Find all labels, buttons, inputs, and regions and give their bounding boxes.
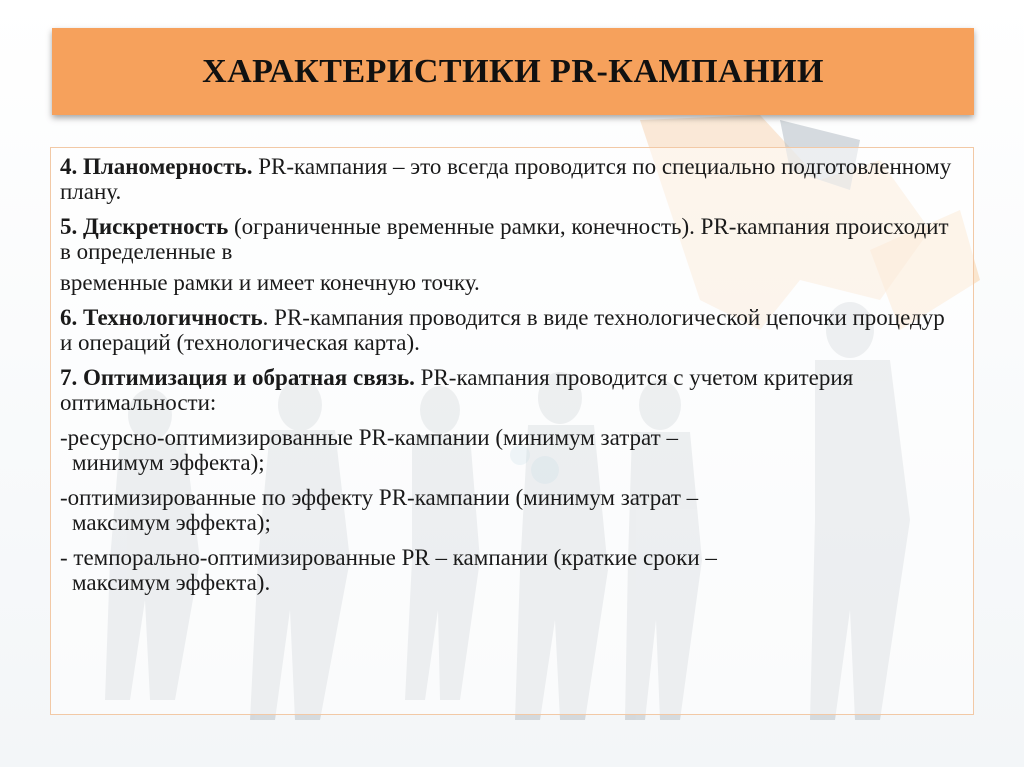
item-text: временные рамки и имеет конечную точку.: [60, 270, 480, 295]
sub-item-line: -оптимизированные по эффекту PR-кампании (минимум затрат –: [60, 485, 699, 510]
title-bar: [52, 28, 974, 115]
sub-list-item: [60, 425, 960, 475]
sub-item-line: -ресурсно-оптимизированные PR-кампании (минимум затрат –: [60, 425, 678, 450]
sub-item-line: максимум эффекта).: [72, 570, 271, 595]
item-heading: 4. Планомерность.: [60, 154, 253, 179]
item-heading: 7. Оптимизация и обратная связь.: [60, 365, 415, 390]
sub-item-line: - темпорально-оптимизированные PR – кампании (краткие сроки –: [60, 545, 717, 570]
sub-item-line: максимум эффекта);: [72, 510, 271, 535]
item-text: PR-кампания проводится с учетом критерия оптимальности:: [60, 365, 854, 415]
list-item: [60, 270, 960, 295]
list-item: [60, 305, 960, 355]
item-heading: 6. Технологичность: [60, 305, 263, 330]
list-item: [60, 365, 960, 415]
list-item: [60, 214, 960, 264]
item-heading: 5. Дискретность: [60, 214, 229, 239]
slide-body: [60, 154, 960, 605]
item-text: (ограниченные временные рамки, конечность). PR-кампания происходит в определенные в: [60, 214, 949, 264]
list-item: [60, 154, 960, 204]
page-title: ХАРАКТЕРИСТИКИ PR-КАМПАНИИ: [202, 52, 824, 90]
sub-item-line: минимум эффекта);: [72, 450, 265, 475]
sub-list-item: [60, 545, 960, 595]
item-text: . PR-кампания проводится в виде технологической цепочки процедур и операций (технологическая карта).: [60, 305, 945, 355]
item-text: PR-кампания – это всегда проводится по специально подготовленному плану.: [60, 154, 952, 204]
sub-list-item: [60, 485, 960, 535]
